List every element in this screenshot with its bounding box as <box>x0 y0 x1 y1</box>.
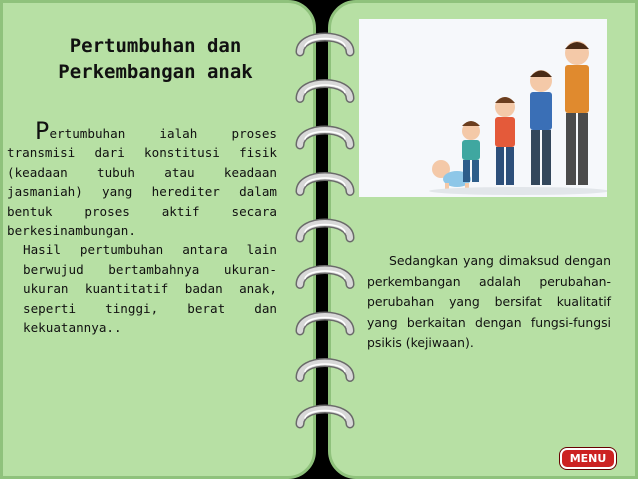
paragraph-growth-results: Hasil pertumbuhan antara lain berwujud bertambahnya ukuran-ukuran kuantitatif badan anak, seperti tinggi, berat dan kekuatannya.. <box>23 242 277 336</box>
left-page <box>0 0 316 479</box>
right-body-text: Sedangkan yang dimaksud dengan perkembangan adalah perubahan-perubahan yang bersifat kualitatif yang berkaitan dengan fungsi-fungsi psikis (kejiwaan). <box>367 253 611 350</box>
child-figure <box>495 97 515 185</box>
paragraph-growth-text: ertumbuhan ialah proses transmisi dari konstitusi fisik (keadaan tubuh atau keadaan jasmaniah) yang herediter dalam bentuk proses aktif secara berkesinambungan. <box>7 126 277 239</box>
paragraph-growth <box>7 119 277 240</box>
toddler-figure <box>462 121 480 182</box>
left-body-text <box>7 119 277 337</box>
teen-figure <box>530 70 552 185</box>
menu-button[interactable]: MENU <box>560 448 616 469</box>
adult-figure <box>565 41 589 185</box>
right-page <box>328 0 638 479</box>
drop-initial: P <box>35 117 50 145</box>
page-title: Pertumbuhan dan Perkembangan anak <box>58 35 253 83</box>
growth-stages-illustration <box>359 19 607 197</box>
